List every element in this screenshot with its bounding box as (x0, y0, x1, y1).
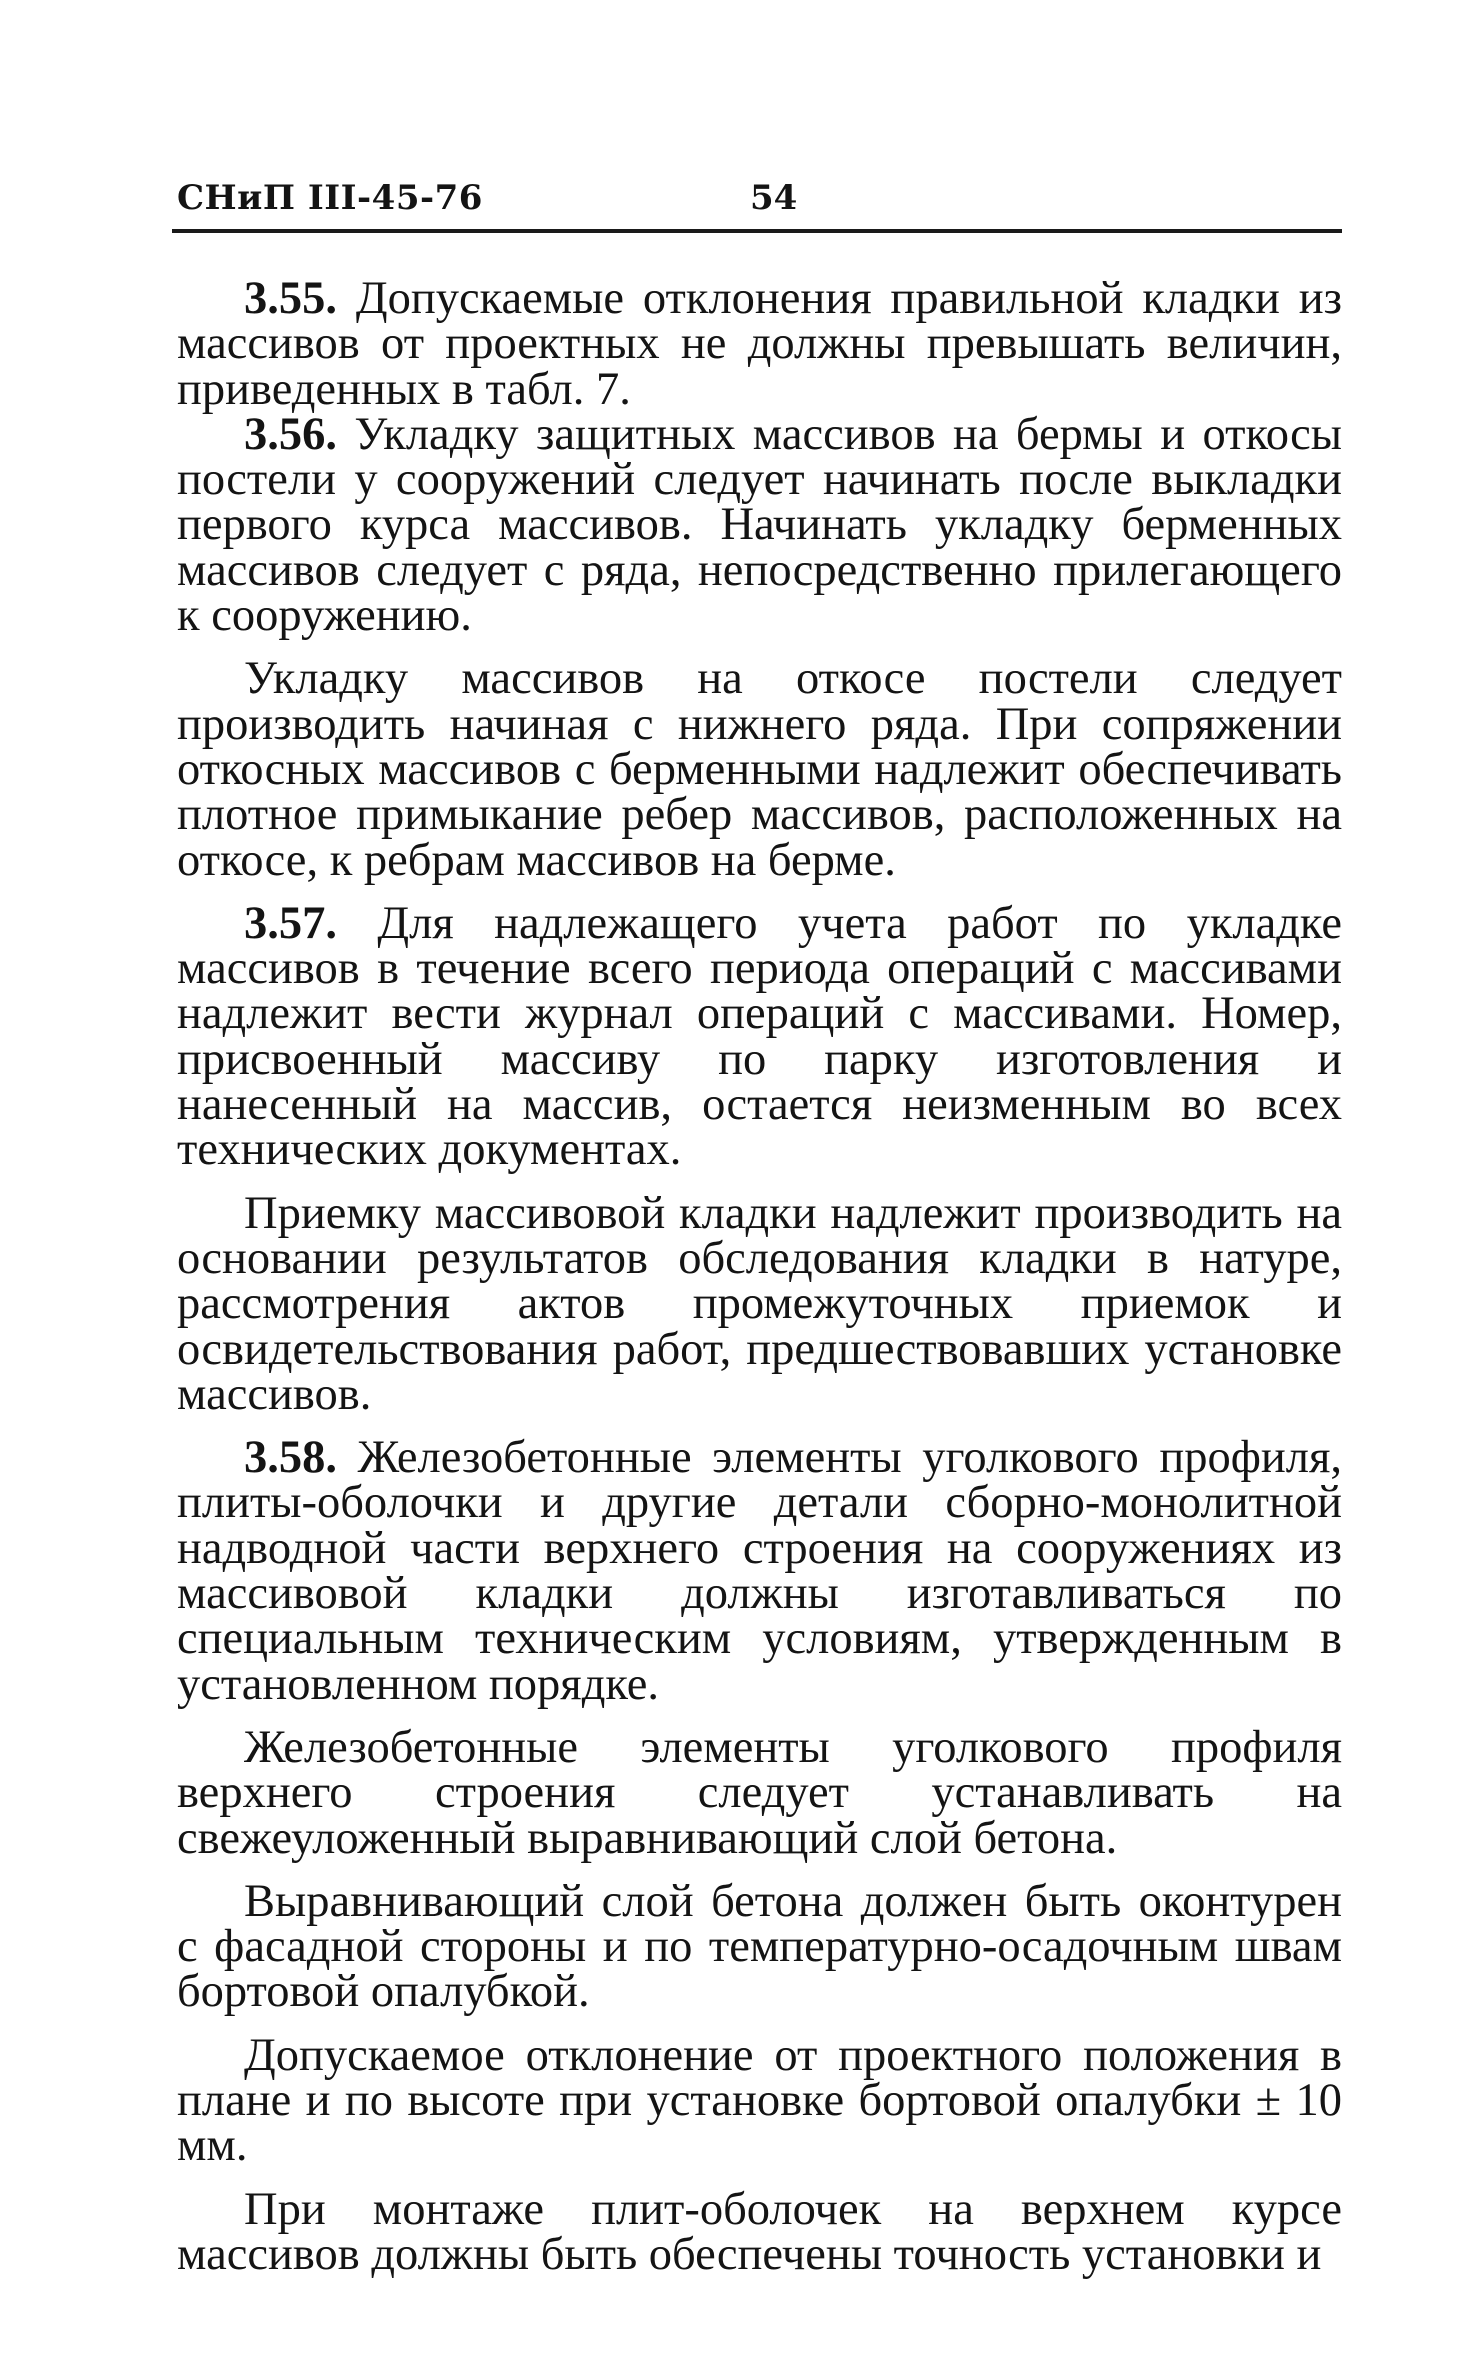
clause-3-55 (177, 273, 1342, 415)
paragraph-text: Допускаемые отклонения правильной кладки из массивов от проектных не должны превышать величин, приведенных в табл. 7. (177, 273, 1342, 415)
paragraph (177, 1721, 1342, 1864)
clause-3-56 (177, 408, 1342, 642)
document-code: СНиП III-45-76 (177, 178, 483, 218)
clause-number: 3.57. (244, 897, 337, 949)
header-rule (172, 229, 1342, 233)
paragraph-text: Выравнивающий слой бетона должен быть оконтурен с фасадной стороны и по температурно-осадочным швам бортовой опалубкой. (177, 1875, 1342, 2018)
paragraph (177, 653, 1342, 886)
page-header (177, 172, 1340, 228)
paragraph (177, 1875, 1342, 2018)
clause-number: 3.55. (244, 273, 337, 324)
paragraph-text: Укладку массивов на откосе постели следует производить начиная с нижнего ряда. При сопряжении откосных массивов с берменными надлежит обеспечивать плотное примыкание ребер массивов, расположенных на откосе, к ребрам массивов на берме. (177, 653, 1342, 886)
clause-number: 3.56. (244, 408, 337, 460)
body-text (177, 273, 1342, 2280)
paragraph-text: Для надлежащего учета работ по укладке массивов в течение всего периода операций с массивами надлежит вести журнал операций с массивами. Номер, присвоенный массиву по парку изготовления и нанесенный на массив, остается неизменным во всех технических документах. (177, 897, 1342, 1176)
page-number: 54 (750, 178, 798, 218)
clause-3-58 (177, 1432, 1342, 1710)
paragraph-text: Укладку защитных массивов на бермы и откосы постели у сооружений следует начинать после выкладки первого курса массивов. Начинать укладку берменных массивов следует с ряда, непосредственно прилегающего к сооружению. (177, 408, 1342, 642)
paragraph (177, 2183, 1342, 2280)
paragraph (177, 1187, 1342, 1420)
paragraph-text: Железобетонные элементы уголкового профиля верхнего строения следует устанавливать на свежеуложенный выравнивающий слой бетона. (177, 1721, 1342, 1864)
paragraph-text: При монтаже плит-оболочек на верхнем курсе массивов должны быть обеспечены точность установки и (177, 2183, 1342, 2280)
paragraph-text: Приемку массивовой кладки надлежит производить на основании результатов обследования кладки в натуре, рассмотрения актов промежуточных приемок и освидетельствования работ, предшествовавших установке массивов. (177, 1187, 1342, 1420)
clause-3-57 (177, 897, 1342, 1176)
paragraph (177, 2029, 1342, 2172)
paragraph-text: Железобетонные элементы уголкового профиля, плиты-оболочки и другие детали сборно-монолитной надводной части верхнего строения на сооружениях из массивовой кладки должны изготавливаться по специальным техническим условиям, утвержденным в установленном порядке. (177, 1432, 1342, 1710)
clause-number: 3.58. (244, 1432, 337, 1484)
paragraph-text: Допускаемое отклонение от проектного положения в плане и по высоте при установке бортовой опалубки ± 10 мм. (177, 2029, 1342, 2172)
